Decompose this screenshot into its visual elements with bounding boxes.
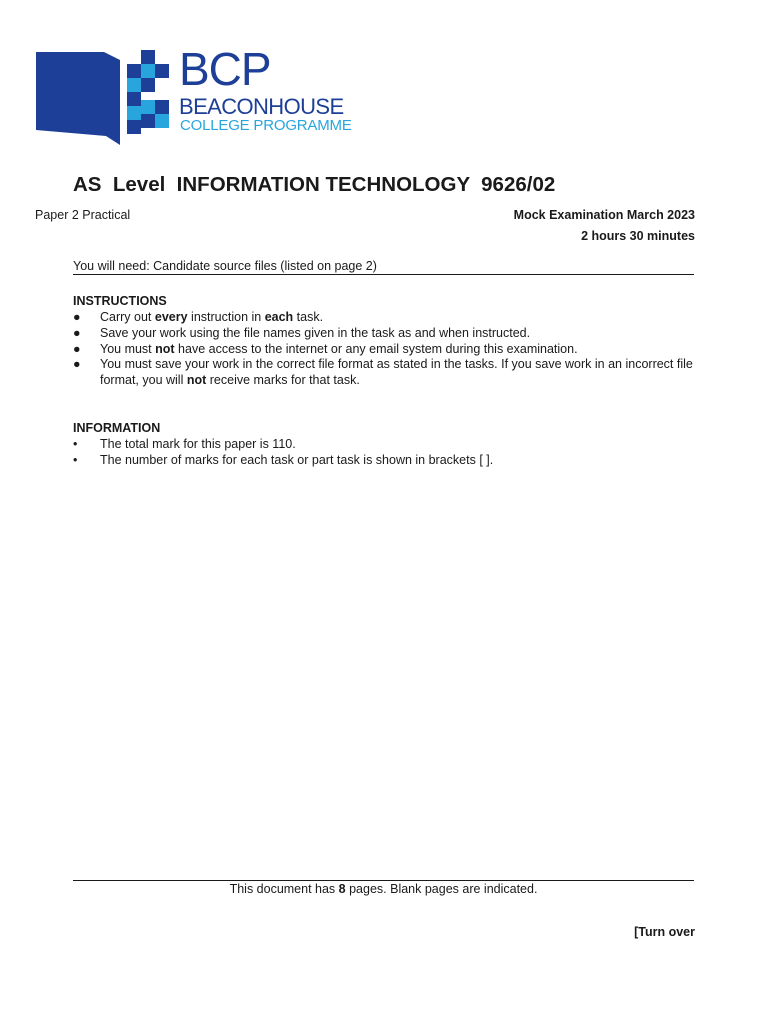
logo-square xyxy=(127,64,141,78)
logo-book-shape xyxy=(36,52,120,145)
logo-line2: COLLEGE PROGRAMME xyxy=(180,117,352,134)
bullet-icon: ● xyxy=(73,310,81,324)
bullet-icon: • xyxy=(73,437,78,451)
logo-square xyxy=(127,78,141,92)
information-list xyxy=(73,437,695,469)
logo-line1: BEACONHOUSE xyxy=(179,94,344,119)
logo-square xyxy=(141,100,155,114)
logo-square xyxy=(141,78,155,92)
exam-duration: 2 hours 30 minutes xyxy=(581,229,695,243)
information-heading: INFORMATION xyxy=(73,421,161,435)
list-item: • The total mark for this paper is 110. xyxy=(73,437,296,451)
logo-square xyxy=(155,64,169,78)
list-item: ● You must not have access to the internet or any email system during this examination. xyxy=(73,341,578,356)
logo-name: BCP xyxy=(179,43,271,95)
list-item: • The number of marks for each task or part task is shown in brackets [ ]. xyxy=(73,452,494,467)
footer-divider xyxy=(73,880,694,881)
bullet-icon: ● xyxy=(73,357,81,372)
instructions-heading: INSTRUCTIONS xyxy=(73,294,167,308)
logo-square xyxy=(155,100,169,114)
logo-square xyxy=(155,114,169,128)
logo-square xyxy=(141,50,155,64)
logo-square xyxy=(127,106,141,120)
logo-square xyxy=(141,114,155,128)
instructions-list xyxy=(73,310,695,389)
page-title: AS Level INFORMATION TECHNOLOGY 9626/02 xyxy=(73,173,556,196)
bullet-icon: ● xyxy=(73,325,81,340)
list-item: ● Save your work using the file names given in the task as and when instructed. xyxy=(73,325,531,340)
logo-square xyxy=(127,120,141,134)
exam-session: Mock Examination March 2023 xyxy=(513,208,695,222)
logo-square xyxy=(127,92,141,106)
list-item: ● Carry out every instruction in each task. xyxy=(73,310,324,324)
list-item: ● You must save your work in the correct file format as stated in the tasks. If you save work in an incorrect file format, you will not receive marks for that task. xyxy=(73,357,693,388)
turn-over-label: [Turn over xyxy=(634,925,695,939)
bullet-icon: • xyxy=(73,452,78,467)
materials-needed: You will need: Candidate source files (listed on page 2) xyxy=(73,259,694,275)
page-count-note: This document has 8 pages. Blank pages are indicated. xyxy=(229,882,538,896)
paper-type: Paper 2 Practical xyxy=(35,208,131,222)
logo-square xyxy=(141,64,155,78)
bullet-icon: ● xyxy=(73,341,81,356)
